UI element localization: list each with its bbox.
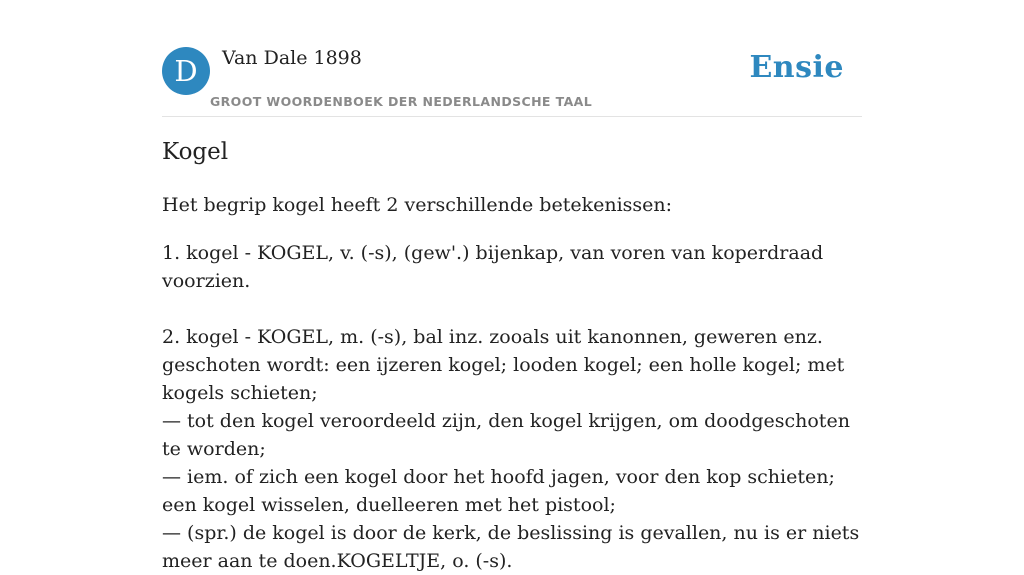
dictionary-avatar[interactable]: D: [162, 47, 210, 95]
definition-2-line-1: 2. kogel - KOGEL, m. (-s), bal inz. zooals uit kanonnen, geweren enz. geschoten wordt: een ijzeren kogel; looden kogel; een holle kogel; met kogels schieten;: [162, 326, 845, 404]
definition-spacer: [162, 295, 862, 323]
dictionary-subtitle: GROOT WOORDENBOEK DER NEDERLANDSCHE TAAL: [210, 94, 593, 109]
entry-title: Kogel: [162, 139, 229, 165]
definition-2-line-4: — (spr.) de kogel is door de kerk, de beslissing is gevallen, nu is er niets meer aan te doen.KOGELTJE, o. (-s).: [162, 522, 860, 572]
header: [162, 0, 862, 117]
ensie-logo[interactable]: Ensie: [749, 50, 844, 85]
definition-2-line-2: — tot den kogel veroordeeld zijn, den kogel krijgen, om doodgeschoten te worden;: [162, 410, 850, 460]
definition-2-line-3: — iem. of zich een kogel door het hoofd jagen, voor den kop schieten; een kogel wisselen, duelleeren met het pistool;: [162, 466, 835, 516]
page: [162, 0, 862, 572]
entry-intro: Het begrip kogel heeft 2 verschillende betekenissen:: [162, 194, 673, 216]
dictionary-title[interactable]: Van Dale 1898: [222, 47, 362, 69]
definitions: [162, 239, 862, 575]
definition-1-line-1: 1. kogel - KOGEL, v. (-s), (gew'.) bijenkap, van voren van koperdraad voorzien.: [162, 242, 824, 292]
